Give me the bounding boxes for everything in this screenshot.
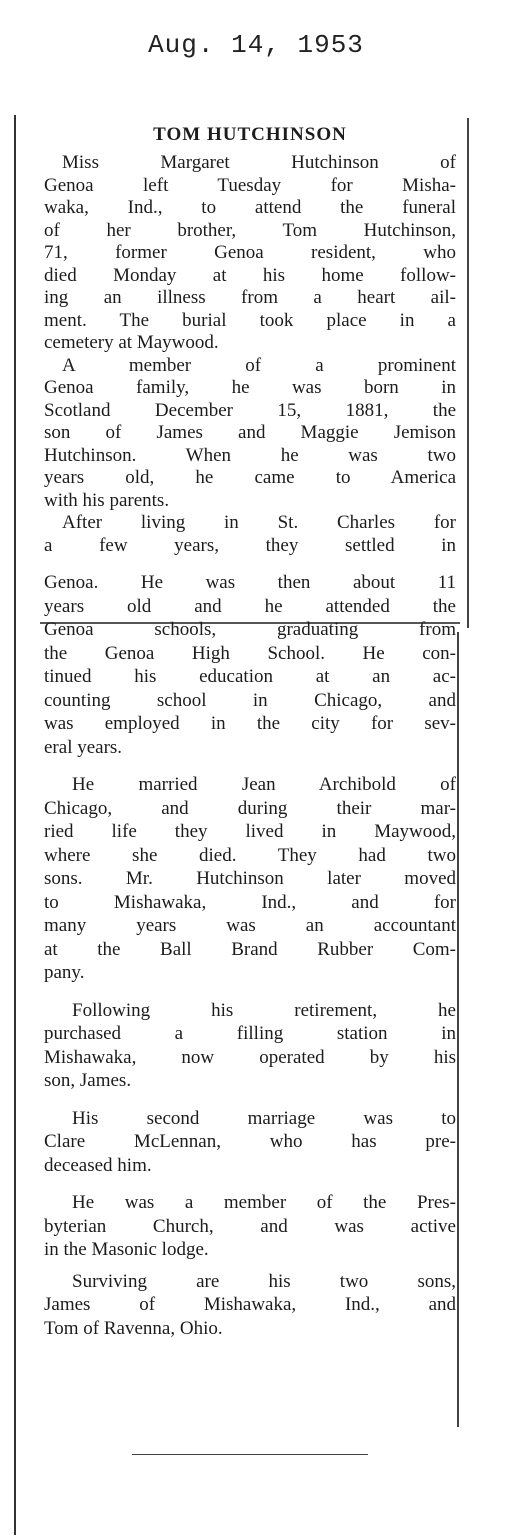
text-line: Scotland December 15, 1881, the xyxy=(44,399,456,421)
text-line: pany. xyxy=(44,962,85,983)
text-line: the Genoa High School. He con- xyxy=(44,642,456,664)
text-line: many years was an accountant xyxy=(44,915,456,936)
text-line: at the Ball Brand Rubber Com- xyxy=(44,938,456,960)
clipping-date: Aug. 14, 1953 xyxy=(148,30,364,60)
column-rule-upper xyxy=(467,118,469,628)
text-line: 71, former Genoa resident, who xyxy=(44,242,456,263)
text-line: cemetery at Maywood. xyxy=(44,332,219,353)
article-paragraph xyxy=(44,571,456,759)
text-line: eral years. xyxy=(44,736,123,758)
text-line: Mishawaka, now operated by his xyxy=(44,1046,456,1068)
text-line: to Mishawaka, Ind., and for xyxy=(44,891,456,913)
text-line: Miss Margaret Hutchinson of xyxy=(62,152,456,173)
text-line: years old, he came to America xyxy=(44,467,456,488)
text-line: of her brother, Tom Hutchinson, xyxy=(44,219,456,241)
text-line: Following his retirement, he xyxy=(72,999,456,1021)
text-line: sons. Mr. Hutchinson later moved xyxy=(44,868,456,889)
article-paragraph xyxy=(44,152,456,355)
column-rule-lower xyxy=(457,632,459,1427)
text-line: purchased a filling station in xyxy=(44,1023,456,1044)
article-upper-section xyxy=(44,152,456,557)
text-line: Genoa. He was then about 11 xyxy=(44,572,456,593)
article-paragraph xyxy=(44,1270,456,1341)
article-lower-section xyxy=(44,571,456,1340)
text-line: was employed in the city for sev- xyxy=(44,713,456,734)
text-line: Genoa left Tuesday for Misha- xyxy=(44,174,456,196)
text-line: James of Mishawaka, Ind., and xyxy=(44,1294,456,1315)
text-line: A member of a prominent xyxy=(62,354,456,376)
article-paragraph xyxy=(44,999,456,1093)
text-line: ment. The burial took place in a xyxy=(44,309,456,331)
end-of-article-rule xyxy=(132,1454,368,1455)
text-line: ing an illness from a heart ail- xyxy=(44,287,456,308)
page-edge-line xyxy=(14,115,16,1535)
article-paragraph xyxy=(44,1107,456,1178)
text-line: with his parents. xyxy=(44,489,170,511)
text-line: Hutchinson. When he was two xyxy=(44,444,456,466)
obituary-headline: TOM HUTCHINSON xyxy=(153,124,347,145)
obituary-clipping xyxy=(44,120,456,1340)
text-line: years old and he attended the xyxy=(44,595,456,617)
text-line: After living in St. Charles for xyxy=(62,512,456,533)
article-paragraph xyxy=(44,355,456,513)
text-line: He was a member of the Pres- xyxy=(72,1192,456,1213)
article-paragraph xyxy=(44,773,456,985)
text-line: He married Jean Archibold of xyxy=(72,774,456,795)
text-line: died Monday at his home follow- xyxy=(44,264,456,286)
text-line: son of James and Maggie Jemison xyxy=(44,422,456,443)
text-line: deceased him. xyxy=(44,1154,152,1176)
text-line: in the Masonic lodge. xyxy=(44,1239,209,1260)
text-line: tinued his education at an ac- xyxy=(44,666,456,687)
text-line: Clare McLennan, who has pre- xyxy=(44,1131,456,1152)
text-line: byterian Church, and was active xyxy=(44,1215,456,1237)
text-line: Tom of Ravenna, Ohio. xyxy=(44,1317,223,1339)
text-line: waka, Ind., to attend the funeral xyxy=(44,197,456,218)
text-line: a few years, they settled in xyxy=(44,534,456,556)
text-line: Genoa schools, graduating from xyxy=(44,619,456,640)
text-line: Surviving are his two sons, xyxy=(72,1270,456,1292)
article-paragraph xyxy=(44,1191,456,1262)
text-line: Chicago, and during their mar- xyxy=(44,797,456,819)
article-paragraph xyxy=(44,512,456,557)
text-line: son, James. xyxy=(44,1070,132,1091)
text-line: His second marriage was to xyxy=(72,1107,456,1129)
text-line: Genoa family, he was born in xyxy=(44,377,456,398)
text-line: where she died. They had two xyxy=(44,844,456,866)
text-line: counting school in Chicago, and xyxy=(44,689,456,711)
text-line: ried life they lived in Maywood, xyxy=(44,821,456,842)
